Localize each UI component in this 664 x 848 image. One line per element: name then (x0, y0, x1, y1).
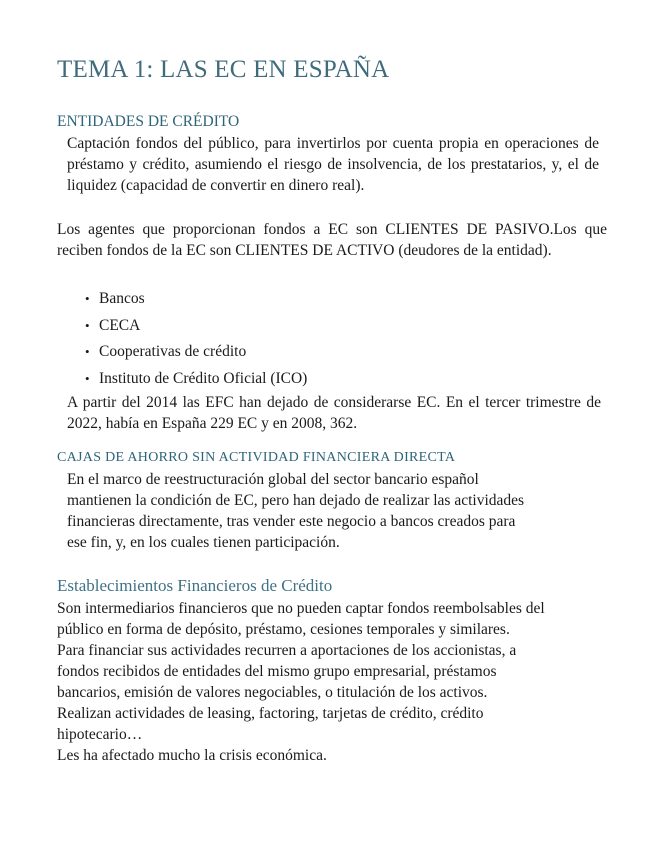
paragraph-cajas (67, 469, 601, 553)
list-item: • CECA (85, 315, 307, 342)
document-title: TEMA 1: LAS EC EN ESPAÑA (57, 56, 390, 83)
list-item: • Instituto de Crédito Oficial (ICO) (85, 368, 307, 395)
text-line: En el marco de reestructuración global del sector bancario español (67, 471, 479, 488)
entity-types-list (85, 288, 307, 394)
text-line: bancarios, emisión de valores negociables, o titulación de los activos. (57, 684, 488, 701)
text-line: financieras directamente, tras vender este negocio a bancos creados para (67, 513, 516, 530)
bullet-icon: • (85, 370, 90, 386)
text-line: Para financiar sus actividades recurren a aportaciones de los accionistas, a (57, 642, 517, 659)
bullet-icon: • (85, 291, 90, 306)
text-line: Son intermediarios financieros que no pueden captar fondos reembolsables del (57, 600, 545, 617)
text-line: hipotecario… (57, 726, 143, 743)
paragraph-agents: Los agentes que proporcionan fondos a EC son CLIENTES DE PASIVO.Los que reciben fondos de la EC son CLIENTES DE ACTIVO (deudores de la entidad). (57, 221, 607, 259)
bullet-icon: • (85, 344, 90, 359)
paragraph-efc (57, 598, 609, 766)
text-line: Les ha afectado mucho la crisis económica. (57, 747, 327, 764)
text-line: Realizan actividades de leasing, factoring, tarjetas de crédito, crédito (57, 705, 484, 722)
text-line: público en forma de depósito, préstamo, cesiones temporales y similares. (57, 621, 510, 638)
heading-cajas-ahorro: CAJAS DE AHORRO SIN ACTIVIDAD FINANCIERA DIRECTA (57, 450, 456, 465)
text-line: fondos recibidos de entidades del mismo grupo empresarial, préstamos (57, 663, 497, 680)
text-line: mantienen la condición de EC, pero han dejado de realizar las actividades (67, 492, 525, 509)
bullet-icon: • (85, 317, 90, 333)
heading-efc: Establecimientos Financieros de Crédito (57, 576, 333, 595)
paragraph-definition: Captación fondos del público, para invertirlos por cuenta propia en operaciones de préstamo y crédito, asumiendo el riesgo de insolvencia, de los prestatarios, y, el de liquidez (capacidad de convertir en dinero real). (67, 135, 599, 194)
text-line: ese fin, y, en los cuales tienen participación. (67, 534, 340, 551)
list-item: • Cooperativas de crédito (85, 341, 307, 368)
paragraph-stats: A partir del 2014 las EFC han dejado de considerarse EC. En el tercer trimestre de 2022, había en España 229 EC y en 2008, 362. (67, 394, 601, 432)
heading-entidades-credito: ENTIDADES DE CRÉDITO (57, 113, 240, 130)
list-item: • Bancos (85, 288, 307, 315)
